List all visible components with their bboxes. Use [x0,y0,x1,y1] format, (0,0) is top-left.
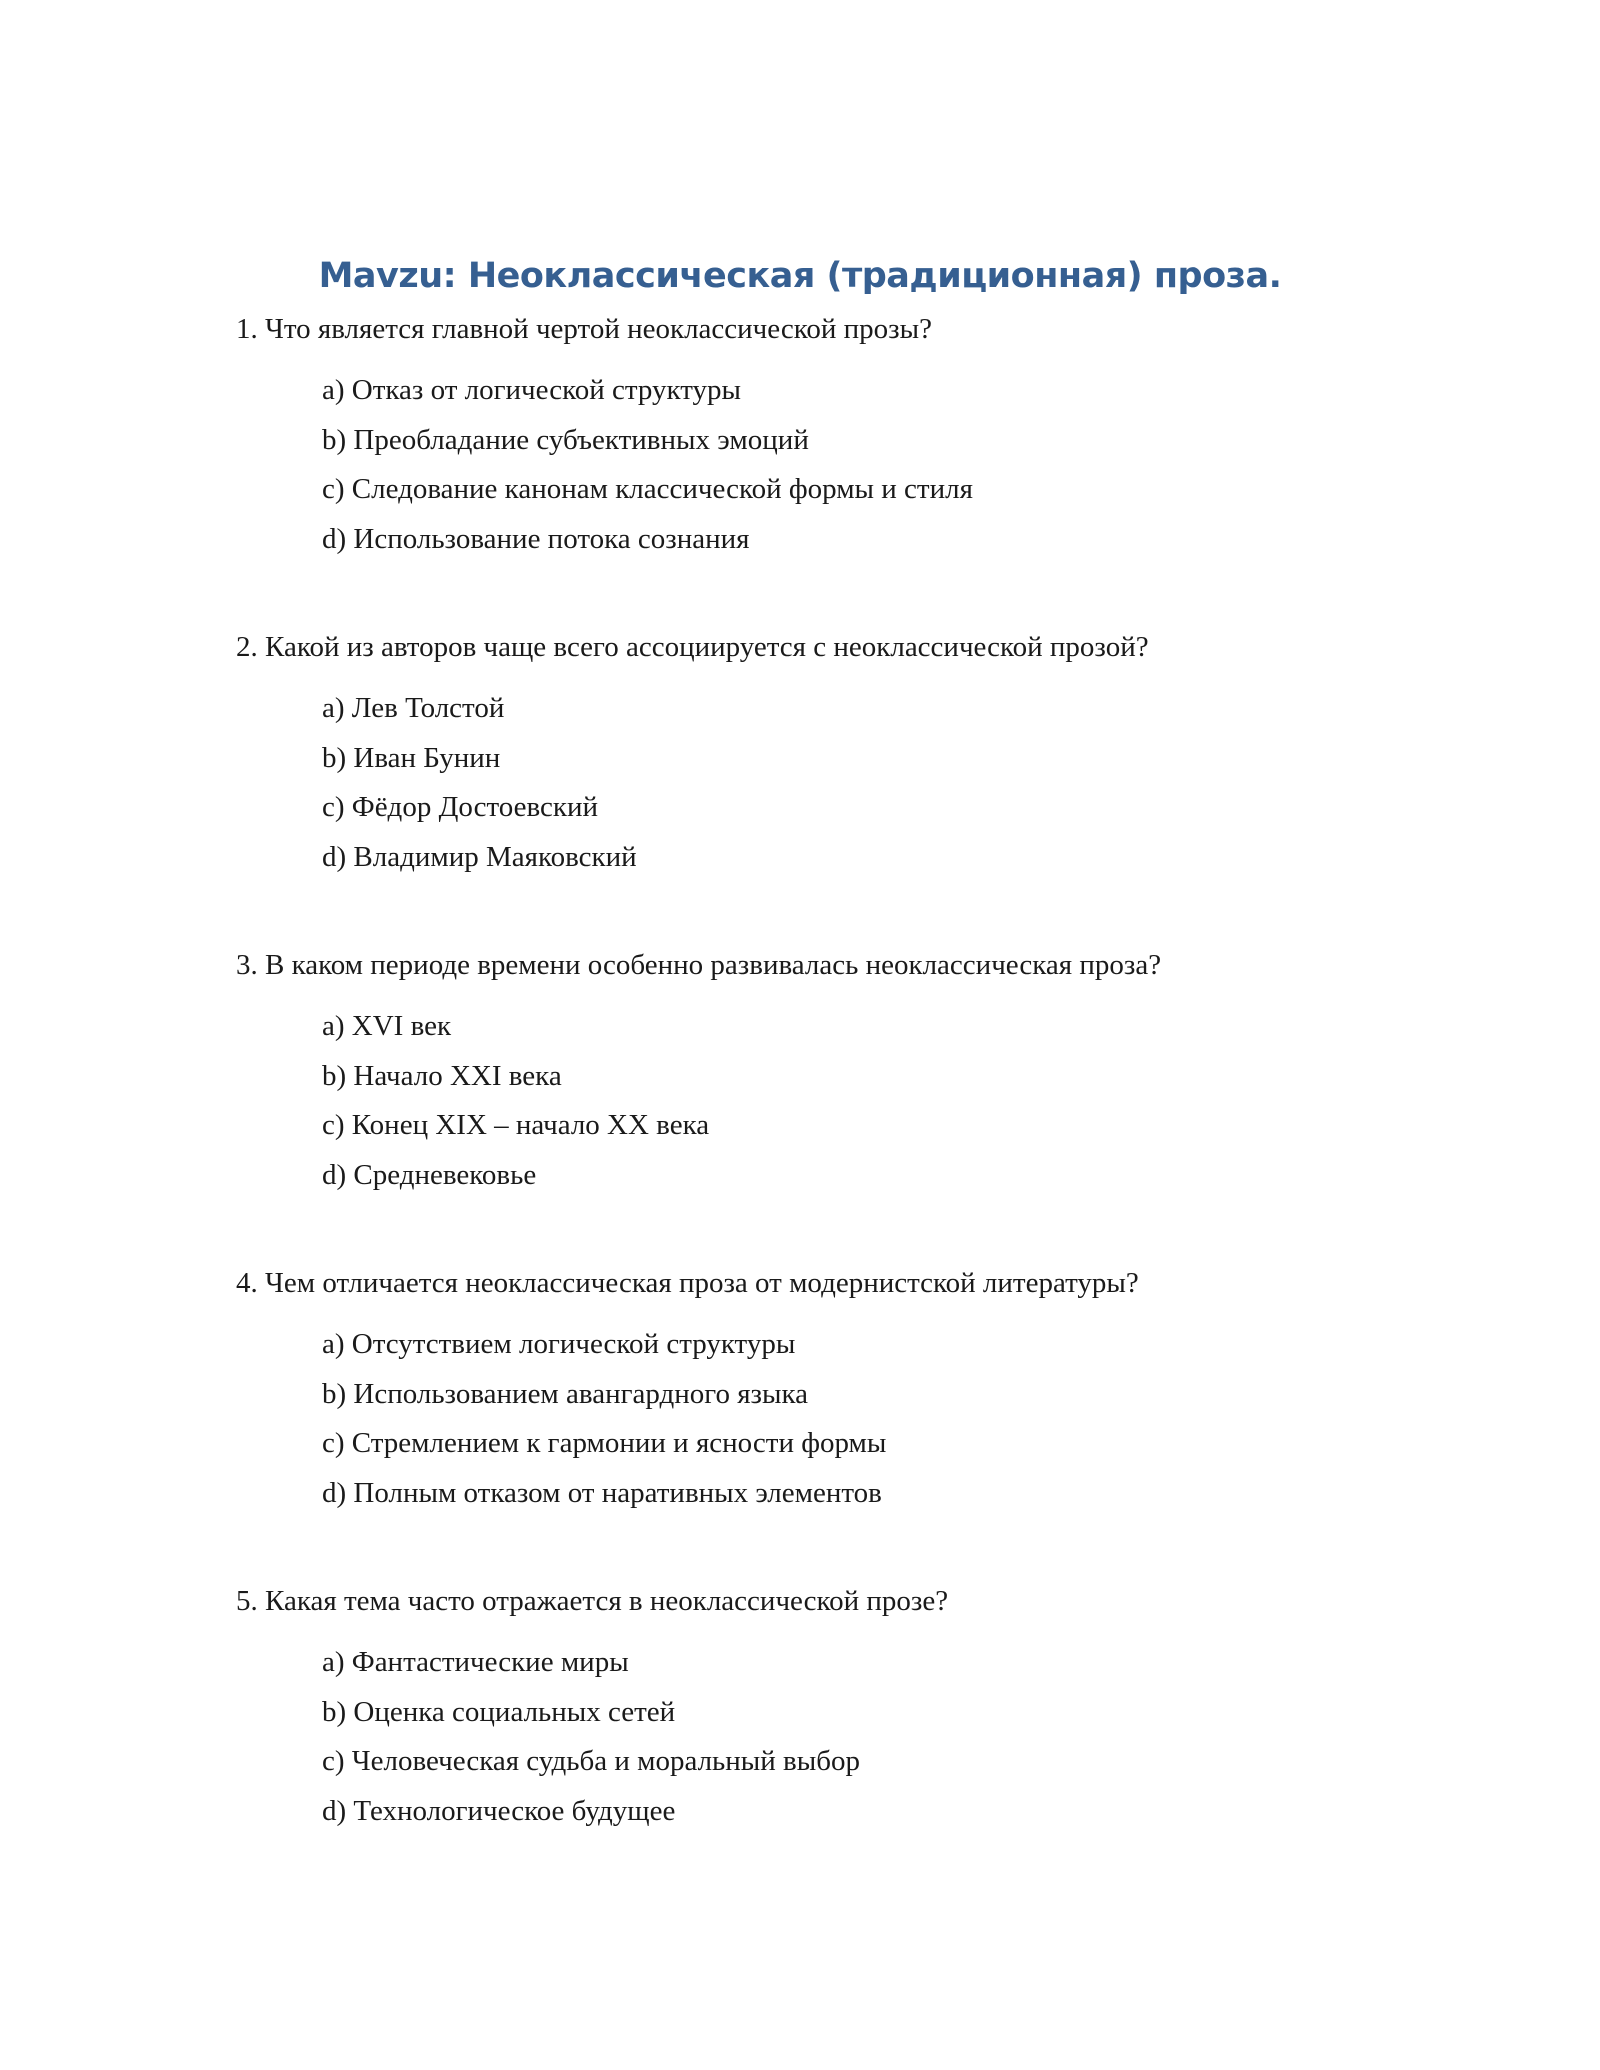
question-5 [236,1580,1416,1836]
question-3 [236,944,1416,1200]
answer-option-d: d) Технологическое будущее [322,1794,676,1827]
answer-option-a: a) Отказ от логической структуры [322,374,741,406]
question-2 [236,626,1416,882]
answer-option-c: c) Человеческая судьба и моральный выбор [322,1745,860,1777]
question-1 [236,308,1416,564]
question-text: 1. Что является главной чертой неоклассической прозы? [236,313,932,345]
question-text: 3. В каком периоде времени особенно развивалась неоклассическая проза? [236,949,1162,981]
document-title: Mavzu: Неоклассическая (традиционная) проза. [318,256,1282,296]
answer-options [236,684,1416,882]
answer-option-c: c) Конец XIX – начало XX века [322,1109,710,1141]
answer-option-c: c) Фёдор Достоевский [322,791,598,823]
answer-options [236,1002,1416,1200]
answer-options [236,1638,1416,1836]
answer-option-d: d) Владимир Маяковский [322,840,637,873]
answer-option-a: a) Лев Толстой [322,692,505,724]
answer-option-d: d) Средневековье [322,1158,537,1191]
answer-option-d: d) Полным отказом от наративных элементов [322,1476,882,1509]
question-text: 2. Какой из авторов чаще всего ассоциируется с неоклассической прозой? [236,631,1149,663]
answer-option-b: b) Иван Бунин [322,741,501,774]
answer-option-c: c) Стремлением к гармонии и ясности формы [322,1427,887,1459]
question-4 [236,1262,1416,1518]
answer-option-b: b) Преобладание субъективных эмоций [322,423,809,456]
answer-options [236,366,1416,564]
answer-options [236,1320,1416,1518]
answer-option-a: a) Фантастические миры [322,1646,629,1678]
question-text: 5. Какая тема часто отражается в неоклассической прозе? [236,1585,949,1617]
answer-option-b: b) Использованием авангардного языка [322,1377,808,1410]
answer-option-b: b) Начало XXI века [322,1059,562,1092]
answer-option-a: a) XVI век [322,1010,452,1042]
answer-option-c: c) Следование канонам классической формы и стиля [322,473,973,505]
answer-option-a: a) Отсутствием логической структуры [322,1328,796,1360]
answer-option-b: b) Оценка социальных сетей [322,1695,676,1728]
answer-option-d: d) Использование потока сознания [322,522,750,555]
question-list [236,308,1416,1898]
question-text: 4. Чем отличается неоклассическая проза от модернистской литературы? [236,1267,1139,1299]
